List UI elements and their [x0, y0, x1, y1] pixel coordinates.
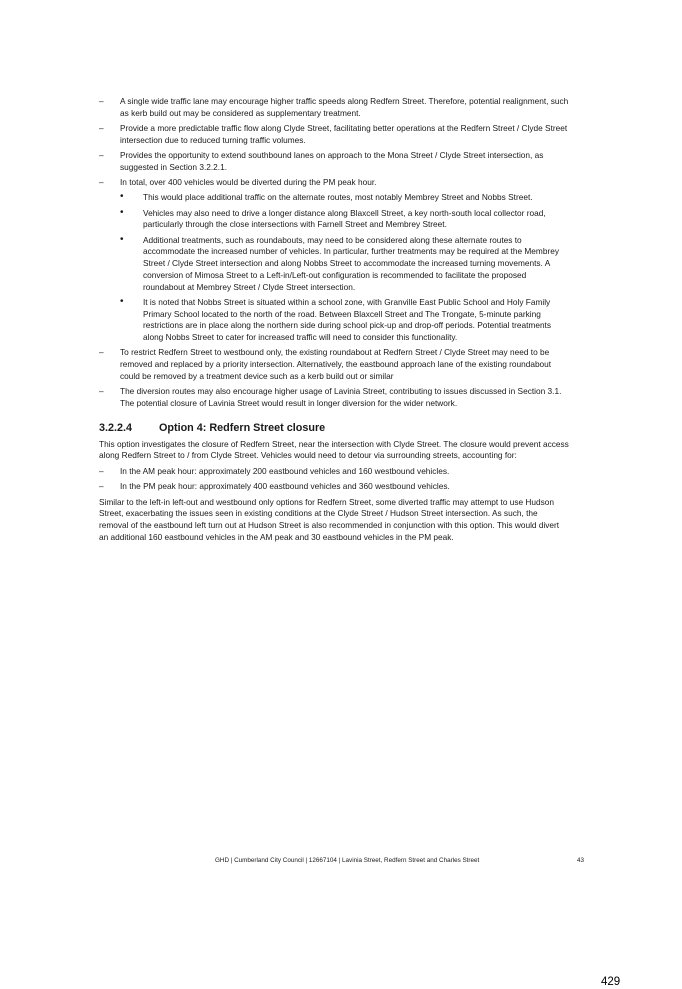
dash-list-item — [99, 177, 569, 189]
list-item-text: In the AM peak hour: approximately 200 eastbound vehicles and 160 westbound vehicles. — [120, 466, 450, 476]
dash-list-bottom — [99, 347, 569, 409]
dash-list-item — [99, 123, 569, 147]
dash-list-item — [99, 96, 569, 120]
dash-marker: – — [99, 347, 104, 358]
bullet-list-item — [99, 235, 569, 294]
bullet-marker: • — [120, 191, 124, 203]
section-heading — [99, 421, 569, 435]
bullet-marker: • — [120, 206, 124, 218]
document-body — [99, 96, 569, 548]
list-item-text: It is noted that Nobbs Street is situated within a school zone, with Granville East Public School and Holy Family Primary School located to the north of the road. Between Blaxcell Street and The Trongate, 5-minute parking restrictions are in place along the northern side during school pick-up and drop-off periods. Potential treatments along Nobbs Street to cater for increased traffic will need to consider this functionality. — [143, 296, 552, 342]
list-item-text: A single wide traffic lane may encourage higher traffic speeds along Redfern Street. Therefore, potential realignment, such as kerb build out may be considered as supplementary treatment. — [120, 96, 569, 118]
dash-marker: – — [99, 177, 104, 187]
list-item-text: In total, over 400 vehicles would be diverted during the PM peak hour. — [120, 177, 377, 187]
list-item-text: This would place additional traffic on the alternate routes, most notably Membrey Street and Nobbs Street. — [143, 192, 533, 203]
dash-list-item — [99, 481, 569, 493]
section-closing-paragraph: Similar to the left-in left-out and westbound only options for Redfern Street, some diverted traffic may attempt to use Hudson Street, exacerbating the issues seen in existing conditions at the Clyde Street / Hudson Street intersection. As such, the removal of the eastbound left turn out at Hudson Street is also recommended in conjunction with this option. This would divert an additional 160 eastbound vehicles in the AM peak and 30 eastbound vehicles in the PM peak. — [99, 496, 560, 542]
dash-marker: – — [99, 386, 104, 396]
dash-list-item — [99, 466, 569, 478]
bullet-list-item — [99, 208, 569, 232]
footer-page-number: 43 — [577, 857, 585, 864]
peak-hour-list — [99, 466, 569, 493]
footer-text: GHD | Cumberland City Council | 12667104 | Lavinia Street, Redfern Street and Charles Street — [215, 857, 480, 864]
dash-list-item — [99, 150, 569, 174]
dash-marker: – — [99, 481, 104, 492]
list-item-text: To restrict Redfern Street to westbound only, the existing roundabout at Redfern Street / Clyde Street may need to be removed and replaced by a priority intersection. Alternatively, the eastbound approach lane of the existing roundabout could be removed by a treatment device such as a kerb build out or similar — [120, 347, 552, 381]
list-item-text: Provides the opportunity to extend southbound lanes on approach to the Mona Street / Clyde Street intersection, as suggested in Section 3.2.2.1. — [120, 150, 544, 172]
section-intro-paragraph: This option investigates the closure of Redfern Street, near the intersection with Clyde Street. The closure would prevent access along Redfern Street to / from Clyde Street. Vehicles would need to detour via surrounding streets, accounting for: — [99, 438, 569, 461]
list-item-text: In the PM peak hour: approximately 400 eastbound vehicles and 360 westbound vehicles. — [120, 481, 450, 492]
dash-list-item — [99, 347, 569, 382]
list-item-text: Additional treatments, such as roundabouts, may need to be considered along these alternate routes to accommodate the increased number of vehicles. In particular, further treatments may be required at the Membrey Street / Clyde Street intersection and along Nobbs Street to accommodate the increased turning movements. A conversion of Mimosa Street to a Left-in/Left-out configuration is recommended to facilitate the proposed roundabout at Membrey Street / Clyde Street intersection. — [143, 234, 559, 292]
section-number: 3.2.2.4 — [99, 421, 133, 434]
list-item-text: The diversion routes may also encourage higher usage of Lavinia Street, contributing to issues discussed in Section 3.1. The potential closure of Lavinia Street would result in longer diversion for the wider network. — [120, 386, 562, 408]
dash-marker: – — [99, 466, 104, 476]
bullet-list-item — [99, 192, 569, 204]
bullet-marker: • — [120, 295, 124, 307]
list-item-text: Vehicles may also need to drive a longer distance along Blaxcell Street, a key north-south local collector road, particularly through the close intersections with Farnell Street and Membrey Street. — [143, 207, 546, 230]
bullet-marker: • — [120, 233, 124, 245]
dash-list-item — [99, 386, 569, 410]
dash-marker: – — [99, 96, 104, 106]
bullet-list-item — [99, 297, 569, 344]
dash-list-top — [99, 96, 569, 189]
dash-marker: – — [99, 123, 104, 133]
section-title: Option 4: Redfern Street closure — [159, 421, 326, 434]
dash-marker: – — [99, 150, 104, 160]
corner-page-number: 429 — [601, 976, 621, 988]
list-item-text: Provide a more predictable traffic flow along Clyde Street, facilitating better operations at the Redfern Street / Clyde Street intersection due to reduced turning traffic volumes. — [120, 123, 568, 145]
bullet-list — [99, 192, 569, 344]
